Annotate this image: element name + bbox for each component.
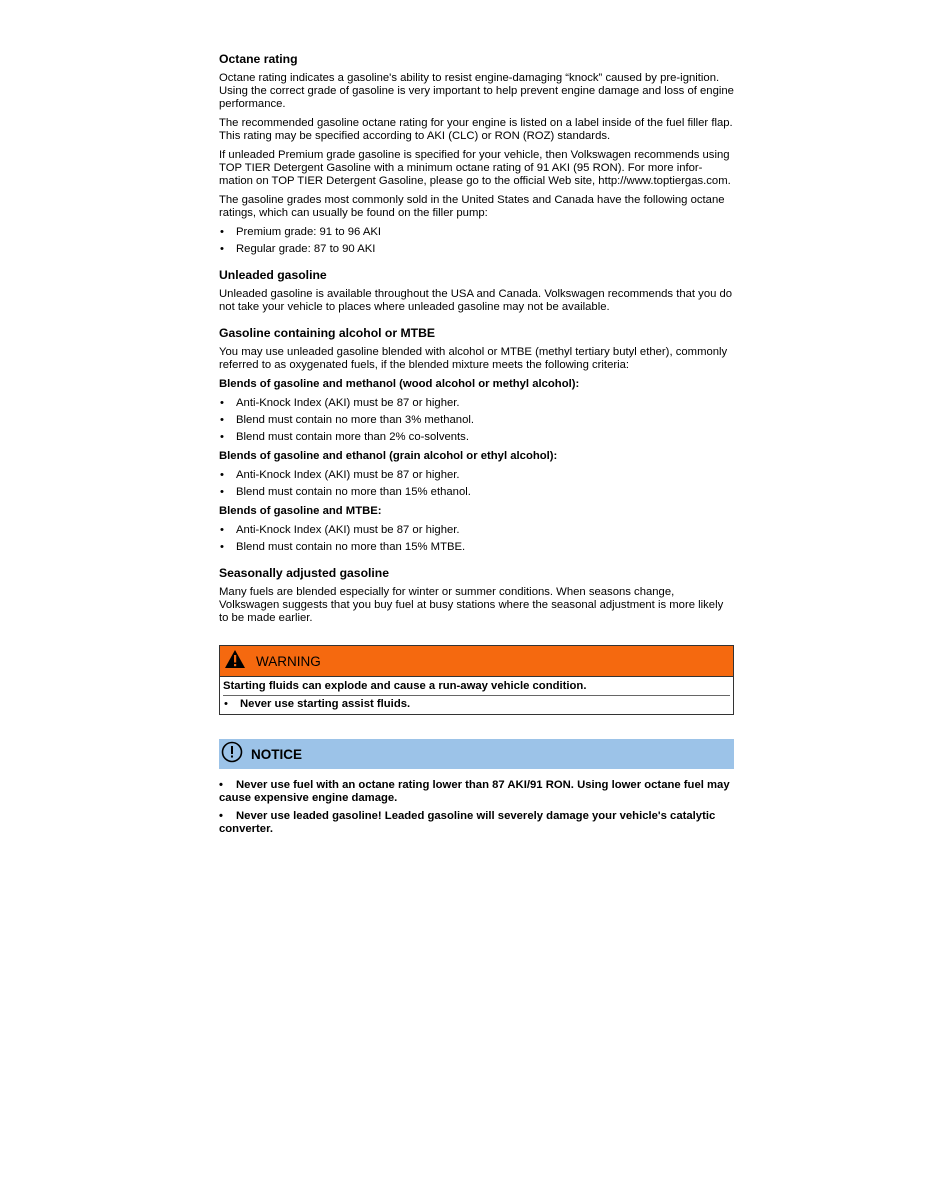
warning-text: Starting fluids can explode and cause a run-away vehicle condition. xyxy=(223,678,730,696)
warning-label: WARNING xyxy=(256,653,321,669)
paragraph: The recommended gasoline octane rating for your engine is listed on a label inside of the fuel filler flap. This rating may be specified according to AKI (CLC) or RON (ROZ) standards. xyxy=(219,117,733,142)
warning-bullet: • Never use starting assist fluids. xyxy=(223,696,730,713)
warning-box xyxy=(219,645,734,715)
notice-item: • Never use leaded gasoline! Leaded gasoline will severely damage your vehicle's catalytic converter. xyxy=(219,810,716,835)
section-heading-seasonal: Seasonally adjusted gasoline xyxy=(219,566,390,580)
notice-item-text: Never use fuel with an octane rating lower than 87 AKI/91 RON. Using lower octane fuel may cause expensive engine damage. xyxy=(219,779,730,804)
list-item: • Regular grade: 87 to 90 AKI xyxy=(219,243,734,256)
list-item: • Premium grade: 91 to 96 AKI xyxy=(219,226,734,239)
section-heading-alcohol: Gasoline containing alcohol or MTBE xyxy=(219,326,436,340)
paragraph: The gasoline grades most commonly sold in the United States and Canada have the following octane ratings, which can usually be found on the filler pump: xyxy=(219,194,725,219)
notice-item-text: Never use leaded gasoline! Leaded gasoline will severely damage your vehicle's catalytic converter. xyxy=(219,810,716,835)
methanol-list xyxy=(219,397,734,444)
warning-triangle-icon xyxy=(224,649,246,673)
warning-body xyxy=(220,677,733,714)
paragraph: Octane rating indicates a gasoline's ability to resist engine-damaging “knock” caused by pre-ignition. Using the correct grade of gasoline is very important to help prevent engine damage and loss of engine performance. xyxy=(219,72,734,110)
subheading-methanol: Blends of gasoline and methanol (wood alcohol or methyl alcohol): xyxy=(219,378,580,390)
notice-item: • Never use fuel with an octane rating lower than 87 AKI/91 RON. Using lower octane fuel may cause expensive engine damage. xyxy=(219,779,730,804)
exclamation-circle-icon xyxy=(221,741,243,767)
list-item: • Blend must contain more than 2% co-solvents. xyxy=(219,431,734,444)
paragraph: If unleaded Premium grade gasoline is specified for your vehicle, then Volkswagen recommends using TOP TIER Detergent Gasoline with a minimum octane rating of 91 AKI (95 RON). For more infor-mation on TOP TIER Detergent Gasoline, please go to the official Web site, http://www.toptiergas.com. xyxy=(219,149,731,187)
section-heading-octane: Octane rating xyxy=(219,52,298,66)
notice-body xyxy=(219,779,734,836)
paragraph: You may use unleaded gasoline blended with alcohol or MTBE (methyl tertiary butyl ether), commonly referred to as oxygenated fuels, if the blended mixture meets the following criteria: xyxy=(219,346,728,371)
paragraph: Many fuels are blended especially for winter or summer conditions. When seasons change, Volkswagen suggests that you buy fuel at busy stations where the seasonal adjustment is more likely to be made earlier. xyxy=(219,586,724,624)
list-item: • Anti-Knock Index (AKI) must be 87 or higher. xyxy=(219,397,734,410)
mtbe-list xyxy=(219,524,734,554)
section-heading-unleaded: Unleaded gasoline xyxy=(219,268,327,282)
list-item: • Anti-Knock Index (AKI) must be 87 or higher. xyxy=(219,524,734,537)
subheading-ethanol: Blends of gasoline and ethanol (grain alcohol or ethyl alcohol): xyxy=(219,450,558,462)
octane-grade-list xyxy=(219,226,734,256)
list-item: • Blend must contain no more than 15% MTBE. xyxy=(219,541,734,554)
notice-label: NOTICE xyxy=(251,746,303,762)
manual-page xyxy=(219,52,734,841)
subheading-mtbe: Blends of gasoline and MTBE: xyxy=(219,505,382,517)
warning-header xyxy=(220,646,733,677)
notice-header xyxy=(219,739,734,769)
ethanol-list xyxy=(219,469,734,499)
paragraph: Unleaded gasoline is available throughout the USA and Canada. Volkswagen recommends that you do not take your vehicle to places where unleaded gasoline may not be available. xyxy=(219,288,733,313)
list-item: • Blend must contain no more than 15% ethanol. xyxy=(219,486,734,499)
list-item: • Blend must contain no more than 3% methanol. xyxy=(219,414,734,427)
list-item: • Anti-Knock Index (AKI) must be 87 or higher. xyxy=(219,469,734,482)
